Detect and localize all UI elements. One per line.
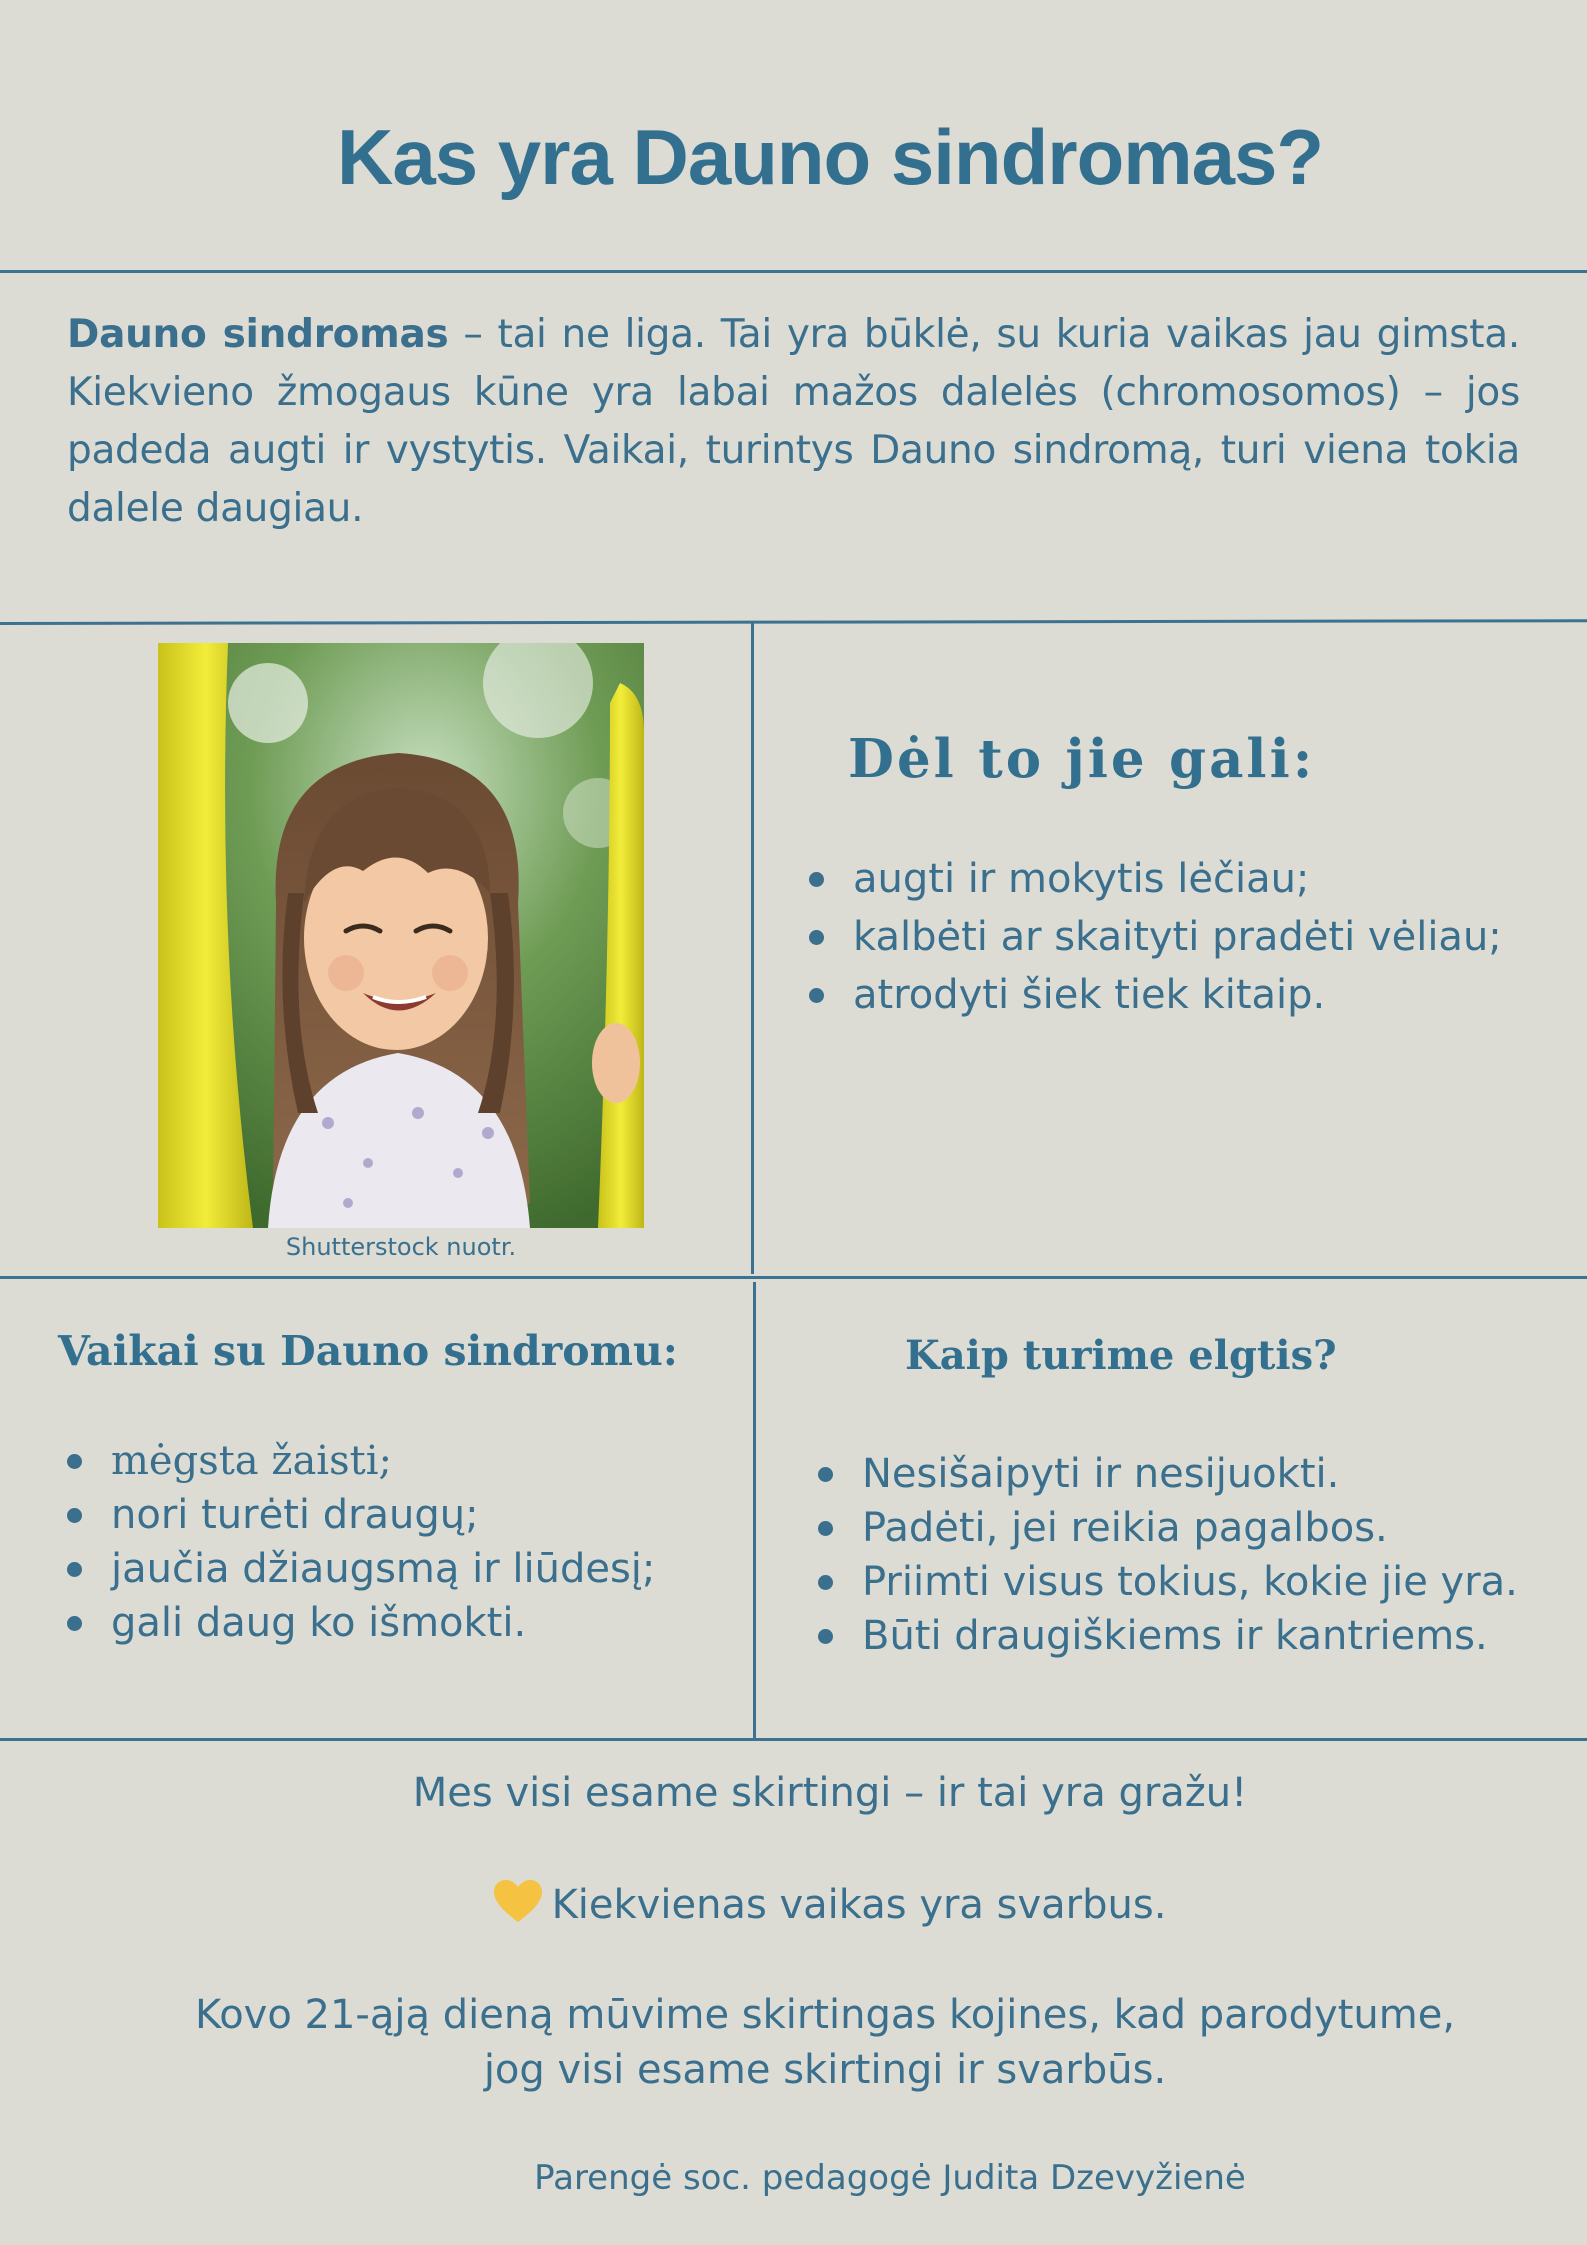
list-item: Būti draugiškiems ir kantriems.	[812, 1609, 1518, 1663]
footer-line-2-text: Kiekvienas vaikas yra svarbus.	[551, 1882, 1167, 1928]
list-item: Padėti, jei reikia pagalbos.	[812, 1501, 1518, 1555]
elgtis-heading: Kaip turime elgtis?	[905, 1332, 1337, 1379]
divider-vertical-upper	[751, 622, 754, 1274]
vaikai-heading: Vaikai su Dauno sindromu:	[58, 1327, 678, 1375]
list-item: nori turėti draugų;	[61, 1488, 655, 1542]
divider-vertical-lower	[753, 1282, 756, 1739]
page-title: Kas yra Dauno sindromas?	[337, 113, 1323, 201]
vaikai-list	[61, 1434, 655, 1650]
divider-mid-upper	[0, 619, 1587, 625]
heart-icon	[494, 1880, 542, 1934]
footer-line-1: Mes visi esame skirtingi – ir tai yra gražu!	[412, 1770, 1248, 1816]
intro-text: – tai ne liga. Tai yra būklė, su kuria vaikas jau gimsta. Kiekvieno žmogaus kūne yra labai mažos dalelės (chromosomos) – jos padeda augti ir vystytis. Vaikai, turintys Dauno sindromą, turi viena tokia dalele daugiau.	[67, 312, 1520, 531]
list-item: augti ir mokytis lėčiau;	[803, 850, 1502, 908]
list-item: jaučia džiaugsmą ir liūdesį;	[61, 1542, 655, 1596]
elgtis-list	[812, 1447, 1518, 1663]
list-item: gali daug ko išmokti.	[61, 1596, 655, 1650]
photo-caption: Shutterstock nuotr.	[285, 1233, 517, 1261]
list-item: Priimti visus tokius, kokie jie yra.	[812, 1555, 1518, 1609]
footer-line-2	[0, 1880, 1587, 1934]
del-to-heading: Dėl to jie gali:	[848, 728, 1316, 790]
divider-bottom	[0, 1738, 1587, 1741]
list-item: Nesišaipyti ir nesijuokti.	[812, 1447, 1518, 1501]
list-item: kalbėti ar skaityti pradėti vėliau;	[803, 908, 1502, 966]
divider-top	[0, 270, 1587, 273]
divider-mid-lower	[0, 1276, 1587, 1279]
footer-line-3a: Kovo 21-ąją dieną mūvime skirtingas kojines, kad parodytume,	[194, 1992, 1456, 2038]
child-photo	[158, 643, 644, 1228]
footer-line-3b: jog visi esame skirtingi ir svarbūs.	[483, 2047, 1167, 2093]
list-item: atrodyti šiek tiek kitaip.	[803, 966, 1502, 1024]
intro-bold: Dauno sindromas	[67, 312, 449, 357]
intro-paragraph	[67, 306, 1520, 538]
author-credit: Parengė soc. pedagogė Judita Dzevyžienė	[534, 2158, 1246, 2198]
list-item: mėgsta žaisti;	[61, 1434, 655, 1488]
del-to-list	[803, 850, 1502, 1024]
